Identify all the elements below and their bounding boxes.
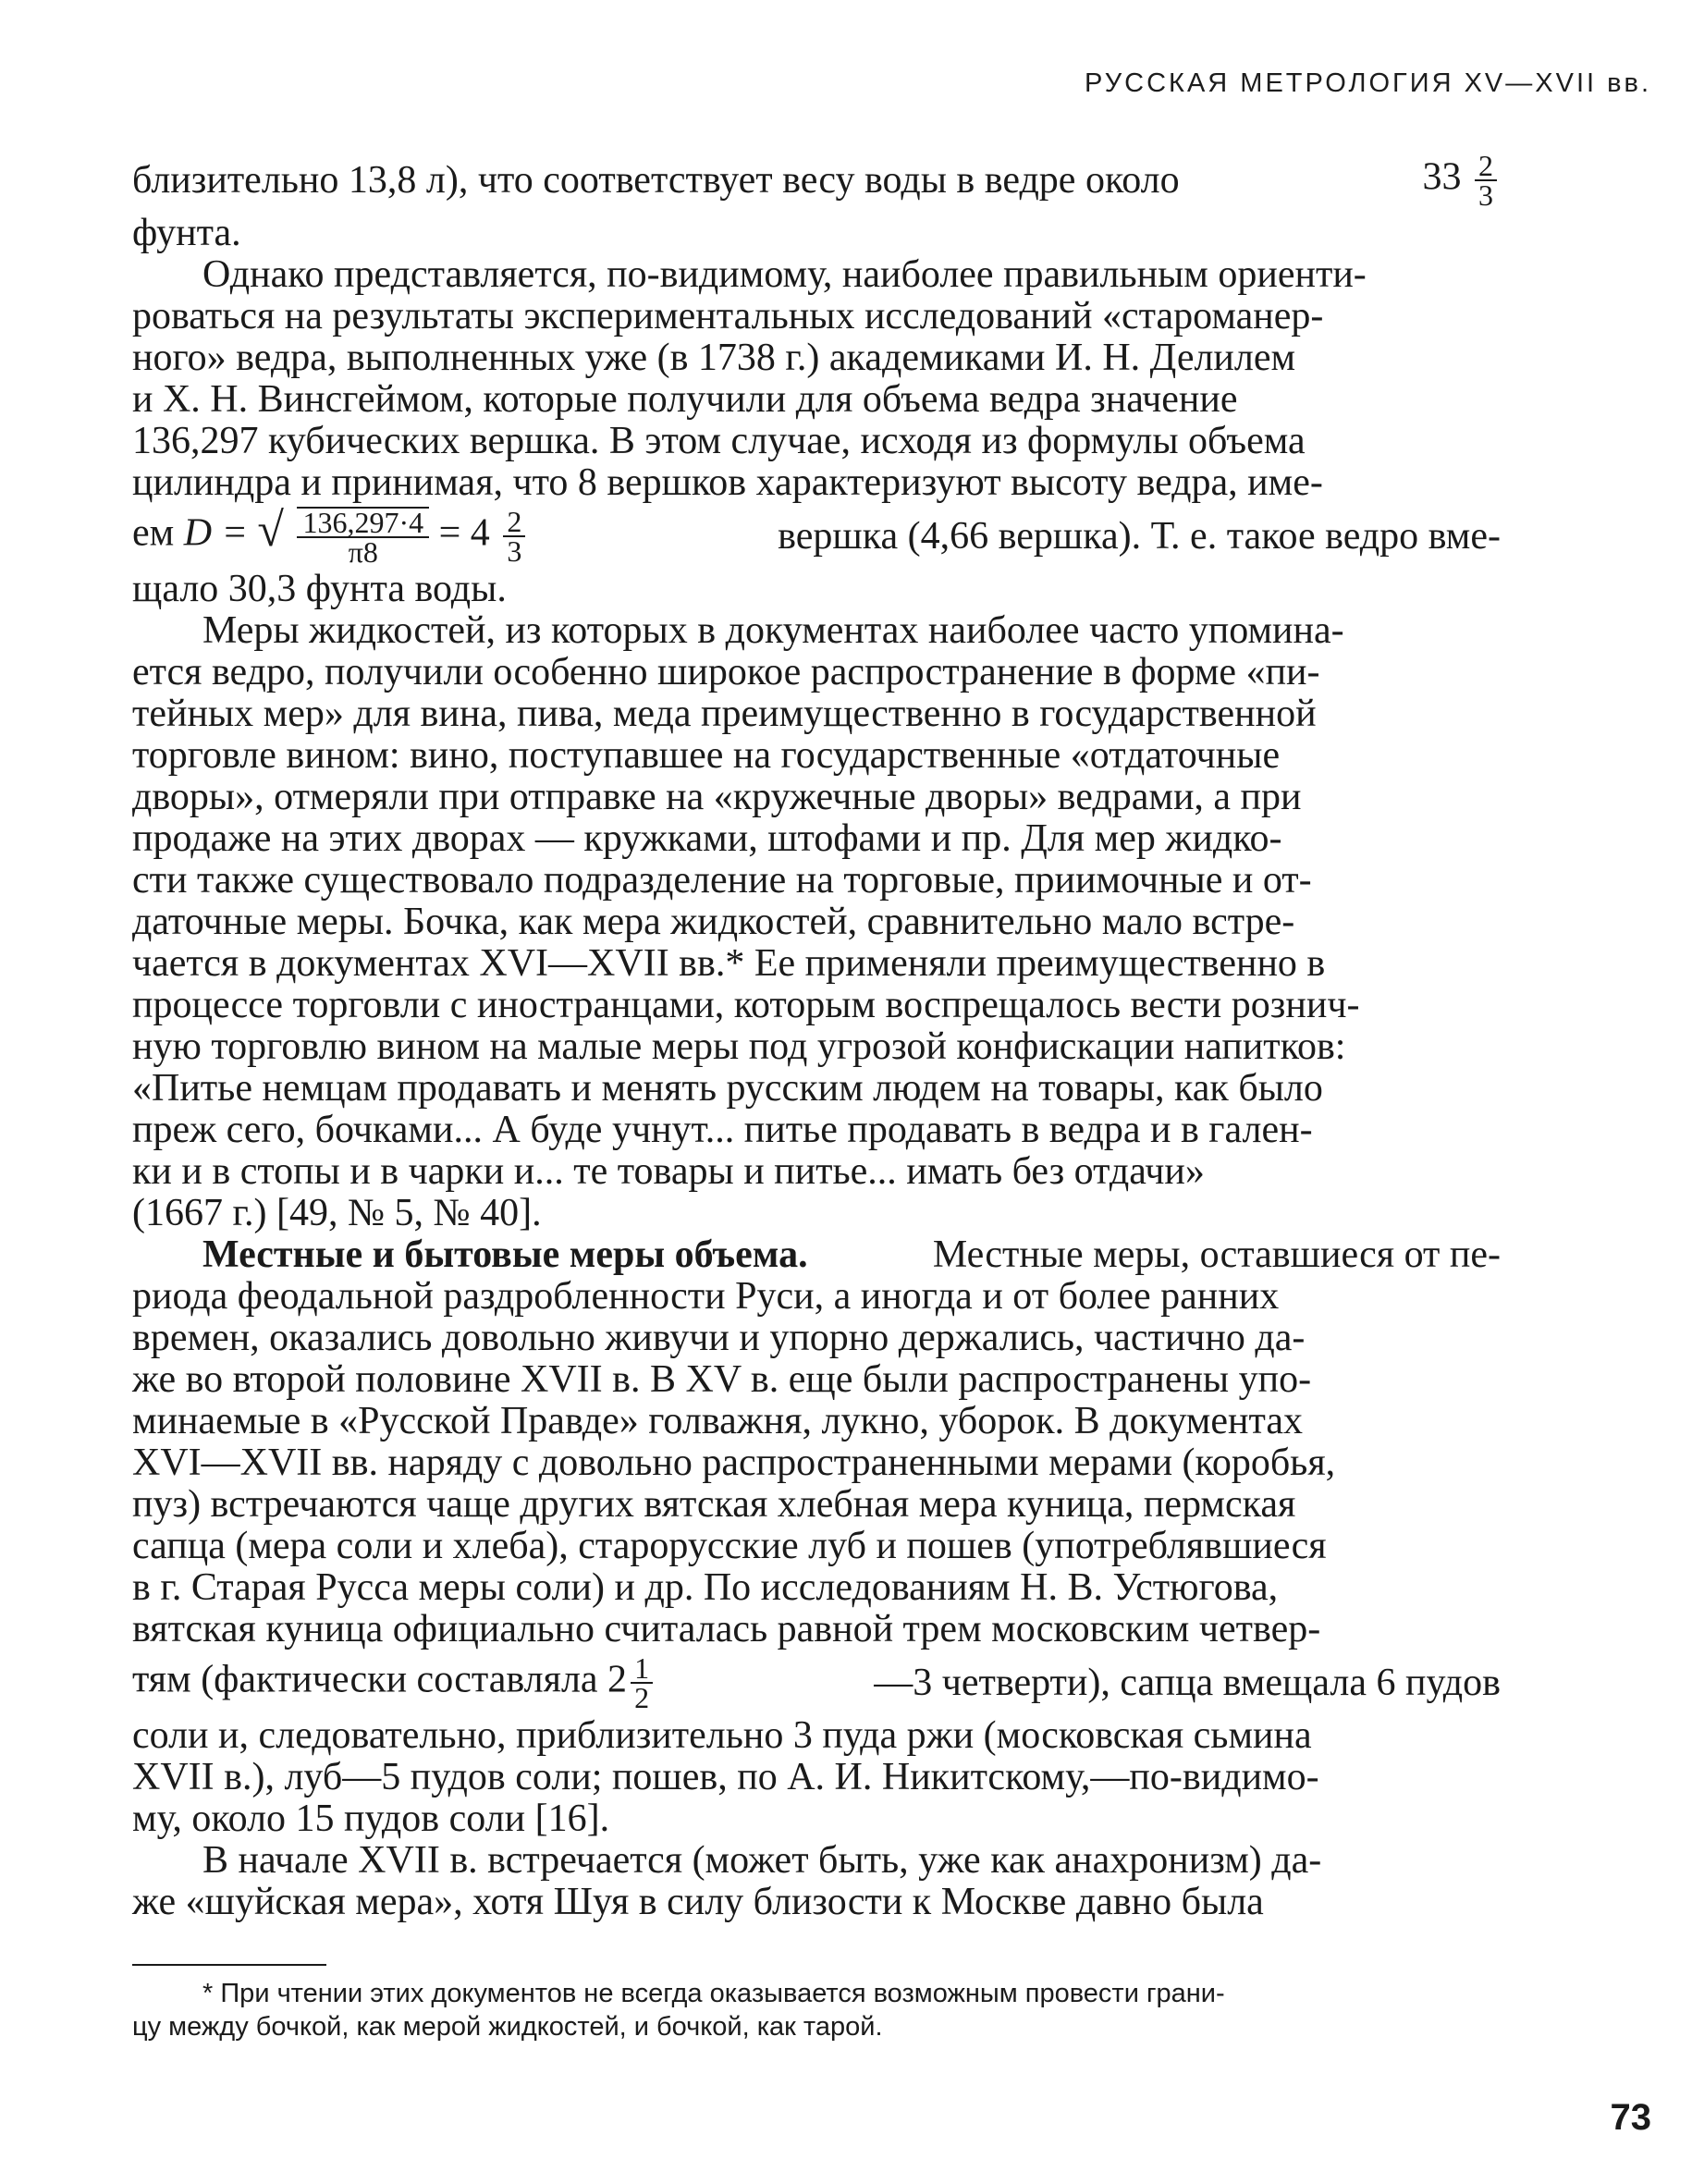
line-text: ного» ведра, выполненных уже (в 1738 г.) академиками И. Н. Делилем	[132, 337, 1296, 379]
formula-line	[132, 504, 1501, 569]
line-text: же «шуйская мера», хотя Шуя в силу близости к Москве давно была	[132, 1881, 1264, 1923]
fraction-denominator: 3	[507, 534, 522, 568]
line-text: сапца (мера соли и хлеба), старорусские луб и пошев (употреблявшиеся	[132, 1525, 1327, 1567]
line-text: ки и в стопы и в чарки и... те товары и питье... имать без отдачи»	[132, 1150, 1205, 1193]
line-text: в г. Старая Русса меры соли) и др. По исследованиям Н. В. Устюгова,	[132, 1566, 1279, 1609]
line-text: цу между бочкой, как мерой жидкостей, и бочкой, как тарой.	[132, 2012, 883, 2042]
text-line	[132, 1757, 1501, 1798]
text-line	[132, 693, 1501, 735]
line-text: 136,297 кубических вершка. В этом случае, исходя из формулы объема	[132, 420, 1306, 462]
text-line	[132, 610, 1501, 652]
mixed-number-text	[132, 1651, 656, 1714]
line-text: процессе торговли с иностранцами, которым воспрещалось вести рознич-	[132, 984, 1360, 1026]
formula-variable: D =	[183, 511, 248, 555]
text-line	[132, 462, 1501, 504]
text-line	[132, 337, 1501, 379]
text-line	[132, 1151, 1501, 1193]
line-text: «Питье немцам продавать и менять русским людем на товары, как было	[132, 1067, 1323, 1110]
line-text: преж сего, бочками... А буде учнут... питье продавать в ведра и в гален-	[132, 1109, 1313, 1151]
body-text	[132, 148, 1501, 1923]
text-line	[132, 421, 1501, 462]
text-line	[132, 1609, 1501, 1650]
text-line	[132, 1401, 1501, 1442]
line-text: тейных мер» для вина, пива, меда преимущественно в государственной	[132, 693, 1317, 735]
text-line	[132, 379, 1501, 421]
radicand-denominator: π8	[348, 535, 378, 569]
text-line	[132, 1798, 1501, 1840]
footnote-line	[132, 2010, 1501, 2043]
line-text: вершка (4,66 вершка). Т. е. такое ведро вме-	[778, 514, 1501, 558]
radicand	[297, 506, 429, 569]
text-line	[132, 1840, 1501, 1882]
line-text: XVI—XVII вв. наряду с довольно распространенными мерами (коробья,	[132, 1442, 1336, 1484]
line-text: чается в документах XVI—XVII вв.* Ее применяли преимущественно в	[132, 942, 1326, 985]
line-text: му, около 15 пудов соли [16].	[132, 1798, 610, 1840]
text-line	[132, 1526, 1501, 1567]
text-line	[132, 1026, 1501, 1068]
text-line	[132, 985, 1501, 1026]
text-line	[132, 1234, 1501, 1276]
line-text: пуз) встречаются чаще других вятская хлебная мера куница, пермская	[132, 1483, 1296, 1526]
text-line	[132, 1882, 1501, 1923]
text-line	[132, 943, 1501, 985]
line-text: XVII в.), луб—5 пудов соли; пошев, по А. И. Никитскому,—по-видимо-	[132, 1756, 1319, 1798]
line-text: ется ведро, получили особенно широкое распространение в форме «пи-	[132, 651, 1320, 693]
formula-equals: = 4	[438, 511, 490, 555]
fraction-numerator: 1	[631, 1654, 653, 1684]
text-line	[132, 1193, 1501, 1234]
text-line	[132, 777, 1501, 818]
line-text: ную торговлю вином на малые меры под угрозой конфискации напитков:	[132, 1025, 1346, 1068]
line-text: Однако представляется, по-видимому, наиболее правильным ориенти-	[202, 253, 1367, 296]
line-text: тям (фактически составляла 2	[132, 1658, 628, 1701]
line-text: близительно 13,8 л), что соответствует весу воды в ведре около	[132, 158, 1180, 202]
line-text: торговле вином: вино, поступавшее на государственные «отдаточные	[132, 734, 1281, 777]
text-line	[132, 1484, 1501, 1526]
fraction-denominator: 2	[634, 1681, 650, 1714]
text-line	[132, 296, 1501, 337]
line-text: и Х. Н. Винсгеймом, которые получили для объема ведра значение	[132, 378, 1238, 421]
line-text: сти также существовало подразделение на торговые, приимочные и от-	[132, 859, 1312, 902]
running-head: РУССКАЯ МЕТРОЛОГИЯ XV—XVII вв.	[1085, 68, 1651, 98]
text-line	[132, 1442, 1501, 1484]
line-text: соли и, следовательно, приблизительно 3 пуда ржи (московская сьмина	[132, 1714, 1312, 1757]
fraction-numerator: 2	[1475, 152, 1497, 181]
text-line	[132, 735, 1501, 777]
text-line	[132, 652, 1501, 693]
line-text: * При чтении этих документов не всегда оказывается возможным провести грани-	[202, 1979, 1225, 2008]
line-text: фунта.	[132, 212, 241, 254]
text-line	[132, 902, 1501, 943]
line-text: (1667 г.) [49, № 5, № 40].	[132, 1192, 542, 1234]
line-text: же во второй половине XVII в. В XV в. еще были распространены упо-	[132, 1358, 1312, 1401]
line-text: Меры жидкостей, из которых в документах наиболее часто упомина-	[202, 609, 1344, 652]
line-text: —3 четверти), сапца вмещала 6 пудов	[874, 1661, 1501, 1704]
line-text: роваться на результаты экспериментальных исследований «староманер-	[132, 295, 1324, 337]
fraction-numerator: 2	[503, 508, 525, 537]
fraction	[631, 1651, 653, 1714]
line-text: цилиндра и принимая, что 8 вершков характеризуют высоту ведра, име-	[132, 461, 1323, 504]
text-line	[132, 1650, 1501, 1715]
text-line	[132, 1567, 1501, 1609]
footnote-rule	[132, 1964, 326, 1966]
text-line	[132, 1318, 1501, 1359]
mixed-number	[1422, 149, 1502, 212]
page-number: 73	[1610, 2097, 1651, 2138]
line-text: щало 30,3 фунта воды.	[132, 568, 507, 610]
text-line	[132, 1359, 1501, 1401]
line-text: даточные меры. Бочка, как мера жидкостей, сравнительно мало встре-	[132, 901, 1295, 943]
text-line	[132, 148, 1501, 213]
radicand-numerator: 136,297·4	[297, 507, 429, 538]
text-line	[132, 860, 1501, 902]
line-text: минаемые в «Русской Правде» голважня, лукно, уборок. В документах	[132, 1400, 1303, 1442]
line-text: времен, оказались довольно живучи и упорно держались, частично да-	[132, 1317, 1306, 1359]
line-text: В начале XVII в. встречается (может быть, уже как анахронизм) да-	[202, 1839, 1322, 1882]
text-line	[132, 254, 1501, 296]
fraction-denominator: 3	[1478, 178, 1493, 212]
section-heading: Местные и бытовые меры объема.	[202, 1233, 808, 1276]
text-line	[132, 1068, 1501, 1110]
radical-sign: √	[257, 503, 284, 557]
line-text: риода феодальной раздробленности Руси, а иногда и от более ранних	[132, 1275, 1280, 1318]
text-line	[132, 1715, 1501, 1757]
text-line	[132, 1276, 1501, 1318]
fraction	[1475, 149, 1497, 212]
text-line	[132, 818, 1501, 860]
footnote-line	[132, 1977, 1501, 2010]
formula-prefix: ем	[132, 511, 175, 555]
line-text: дворы», отмеряли при отправке на «кружечные дворы» ведрами, а при	[132, 776, 1302, 818]
text-line	[132, 213, 1501, 254]
fraction	[503, 505, 525, 568]
whole-part: 33	[1422, 155, 1462, 199]
footnote	[132, 1977, 1501, 2043]
text-line	[132, 1110, 1501, 1151]
line-text: продаже на этих дворах — кружками, штофами и пр. Для мер жидко-	[132, 817, 1282, 860]
line-text: вятская куница официально считалась равной трем московским четвер-	[132, 1608, 1321, 1650]
formula	[132, 503, 529, 569]
text-line	[132, 569, 1501, 610]
line-text: Местные меры, оставшиеся от пе-	[932, 1233, 1501, 1276]
